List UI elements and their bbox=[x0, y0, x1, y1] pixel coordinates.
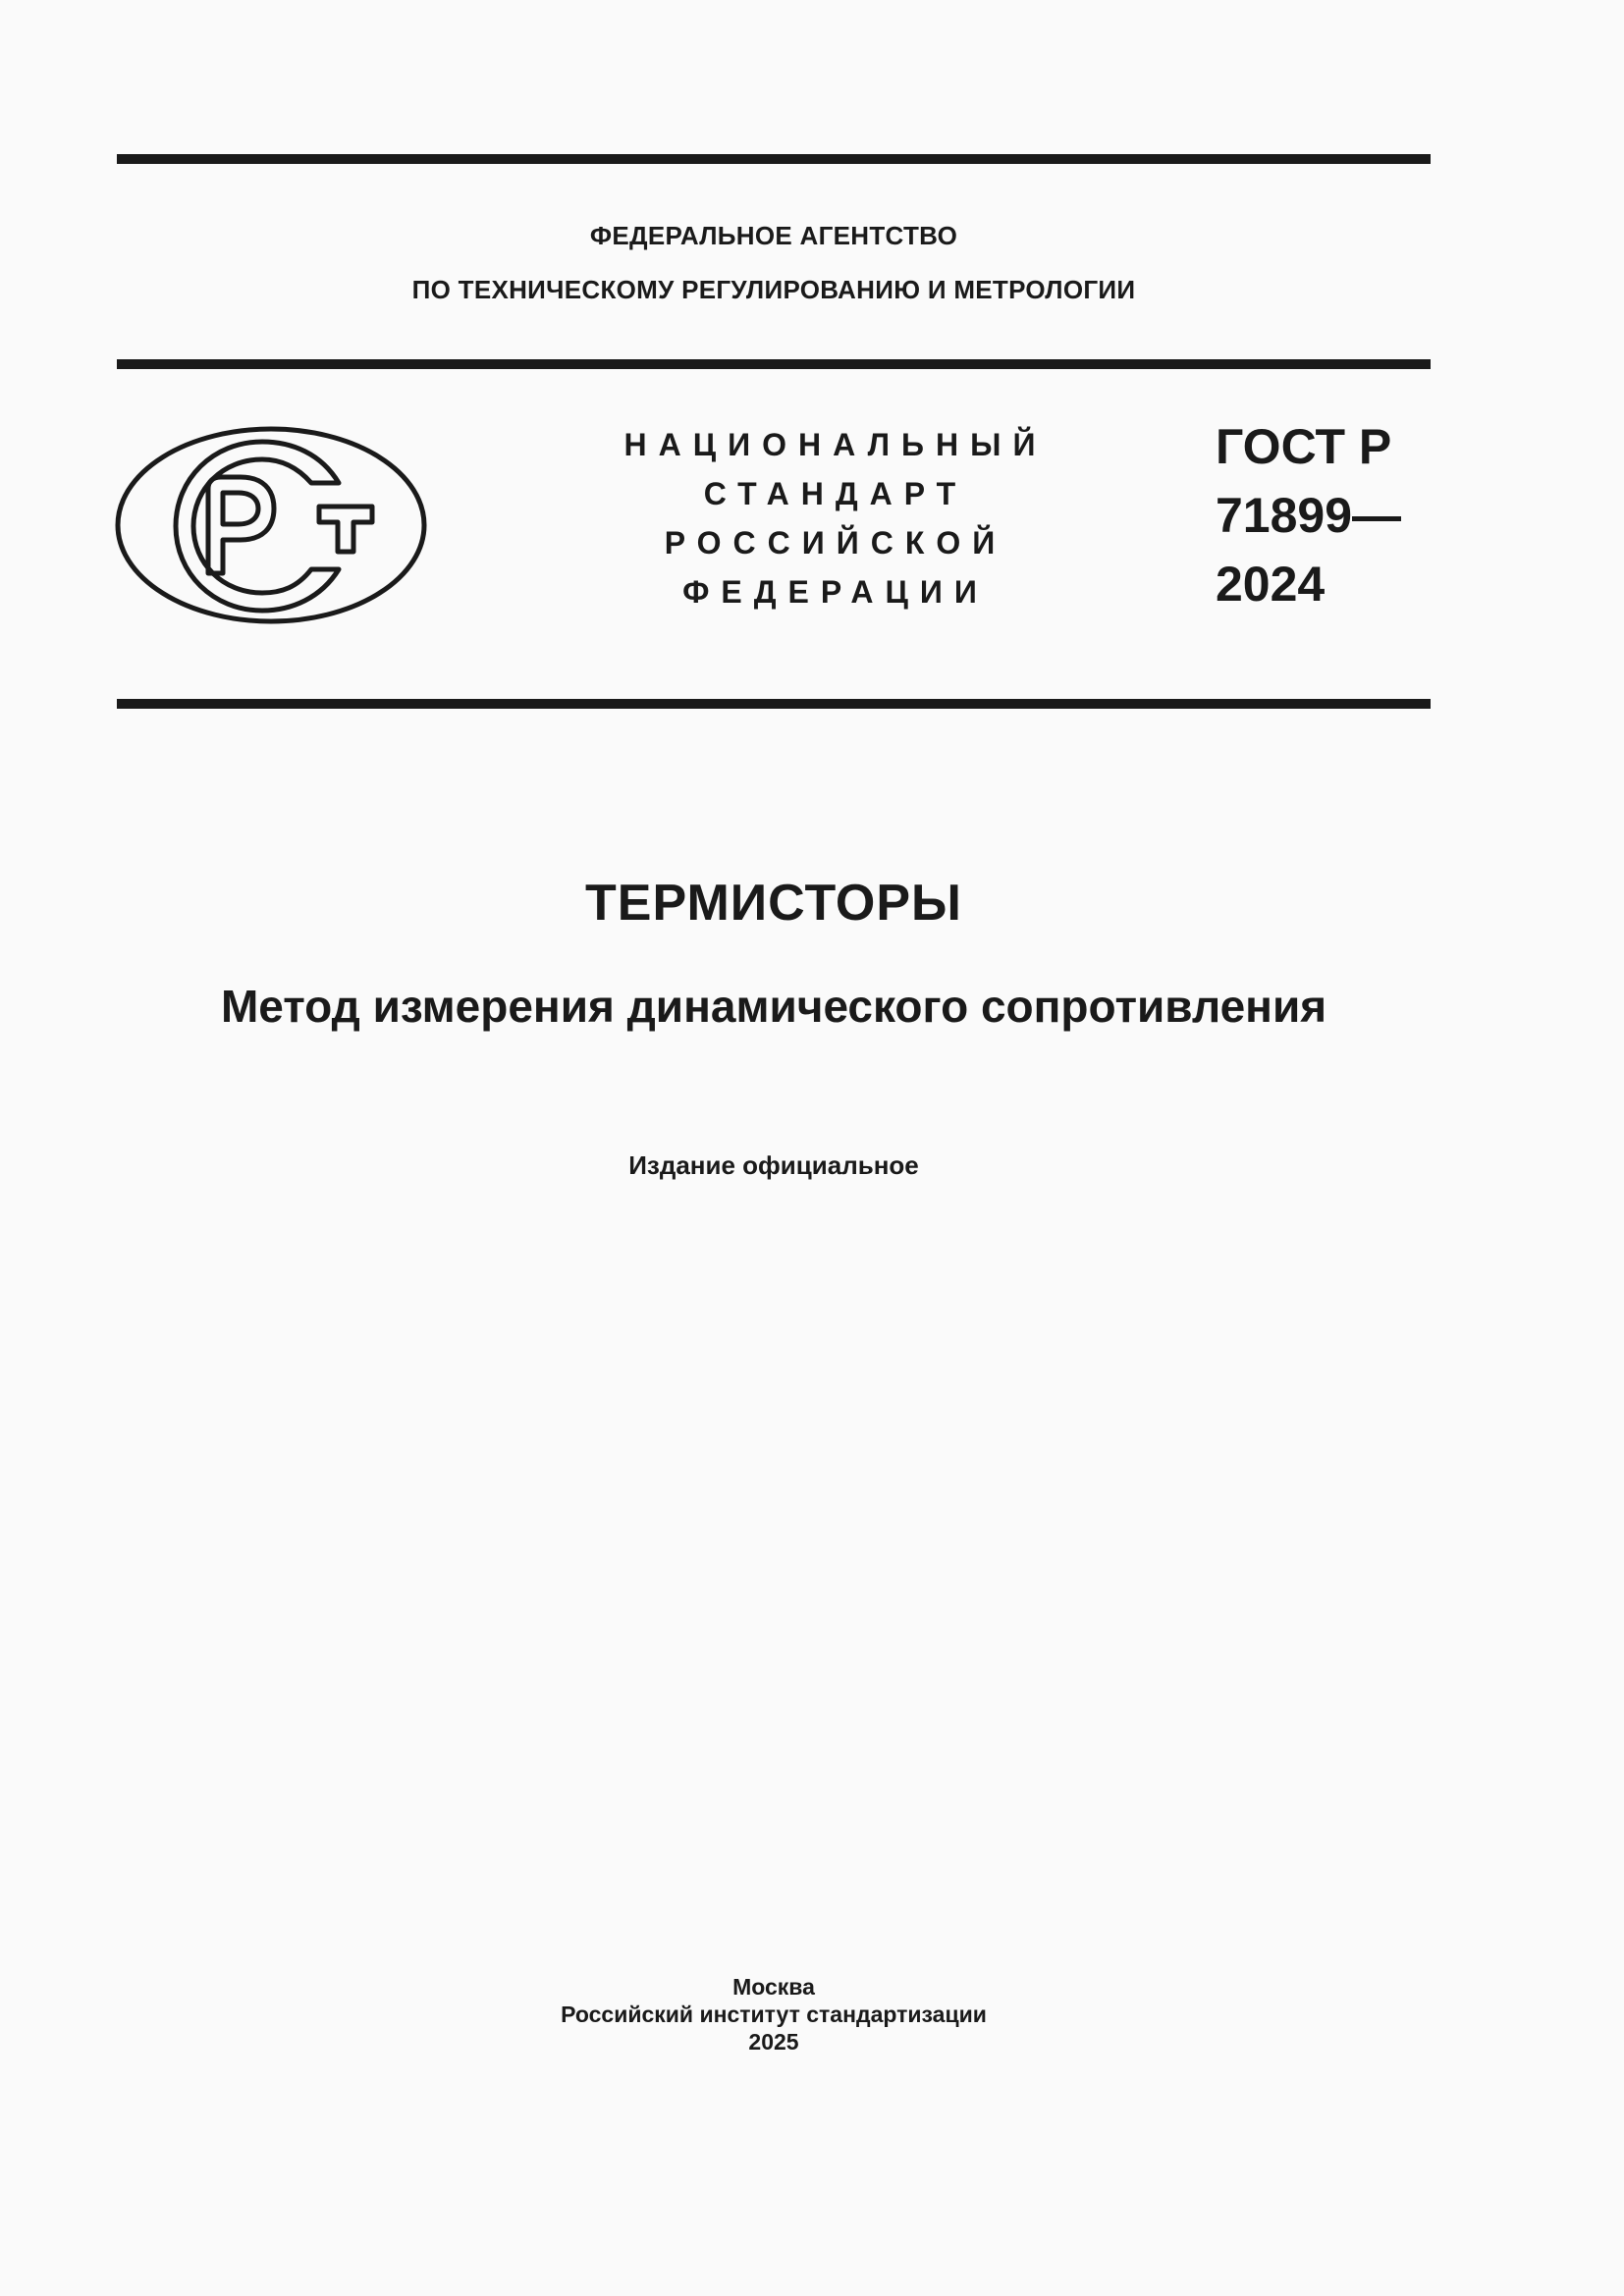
standard-type bbox=[589, 420, 1070, 616]
agency-name-line-2: ПО ТЕХНИЧЕСКОМУ РЕГУЛИРОВАНИЮ И МЕТРОЛОГИИ bbox=[411, 275, 1136, 304]
imprint-year: 2025 bbox=[748, 2029, 799, 2055]
document-subtitle: Метод измерения динамического сопротивления bbox=[220, 981, 1327, 1032]
standard-type-line-2: СТАНДАРТ bbox=[703, 476, 968, 511]
standard-type-line-3: РОССИЙСКОЙ bbox=[664, 525, 1007, 561]
imprint bbox=[117, 1973, 1431, 2056]
imprint-publisher: Российский институт стандартизации bbox=[561, 2002, 987, 2027]
rst-certification-mark-icon bbox=[115, 426, 427, 624]
designation-line-1: ГОСТ Р bbox=[1216, 419, 1392, 474]
imprint-city: Москва bbox=[732, 1974, 815, 2000]
document-title: ТЕРМИСТОРЫ bbox=[585, 875, 962, 932]
top-rule bbox=[117, 154, 1431, 164]
standard-type-line-4: ФЕДЕРАЦИИ bbox=[682, 574, 989, 610]
standard-designation bbox=[1216, 412, 1401, 618]
designation-line-2: 71899— bbox=[1216, 488, 1402, 543]
agency-name-line-1: ФЕДЕРАЛЬНОЕ АГЕНТСТВО bbox=[589, 221, 958, 250]
designation-line-3: 2024 bbox=[1216, 557, 1326, 612]
standard-type-line-1: НАЦИОНАЛЬНЫЙ bbox=[623, 427, 1048, 462]
bottom-header-rule bbox=[117, 699, 1431, 709]
header-rule bbox=[117, 359, 1431, 369]
edition-note: Издание официальное bbox=[628, 1150, 919, 1180]
